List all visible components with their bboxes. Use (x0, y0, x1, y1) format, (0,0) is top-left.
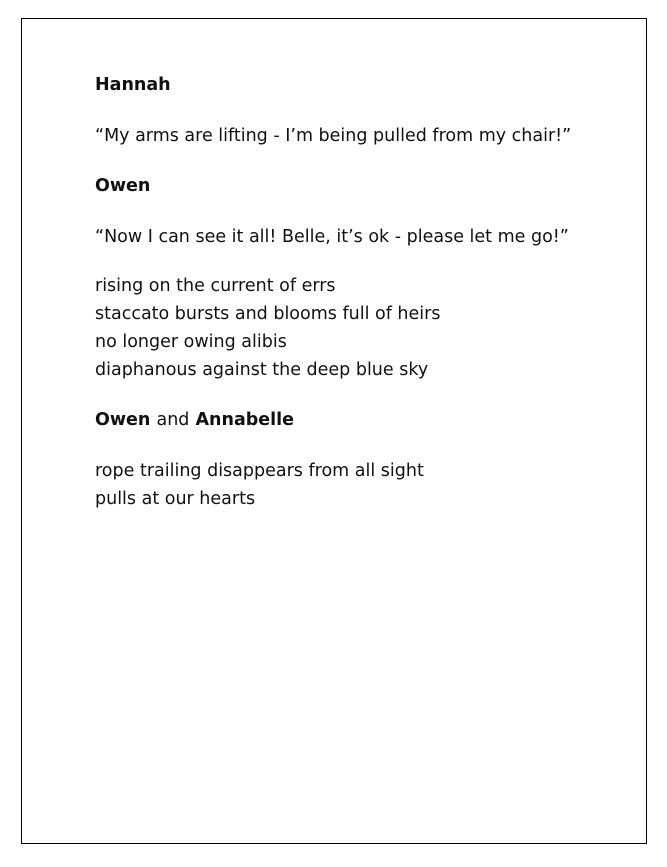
stanza-line: staccato bursts and blooms full of heirs (95, 304, 441, 324)
speaker-owen-name: Owen (95, 410, 151, 430)
speaker-annabelle-name: Annabelle (195, 410, 295, 430)
stanza-line: diaphanous against the deep blue sky (95, 360, 429, 380)
stanza-line: rising on the current of errs (95, 276, 336, 296)
document-page (21, 18, 647, 844)
speaker-owen: Owen (95, 176, 151, 196)
speaker-conjunction: and (156, 410, 190, 430)
duet-line: rope trailing disappears from all sight (95, 461, 424, 481)
owen-line: “Now I can see it all! Belle, it’s ok - please let me go!” (95, 227, 569, 247)
speaker-owen-and-annabelle (95, 409, 615, 431)
speaker-hannah: Hannah (95, 75, 171, 95)
hannah-line: “My arms are lifting - I’m being pulled from my chair!” (95, 126, 572, 146)
poem-body (95, 74, 615, 513)
duet-line: pulls at our hearts (95, 489, 256, 509)
stanza-line: no longer owing alibis (95, 332, 287, 352)
